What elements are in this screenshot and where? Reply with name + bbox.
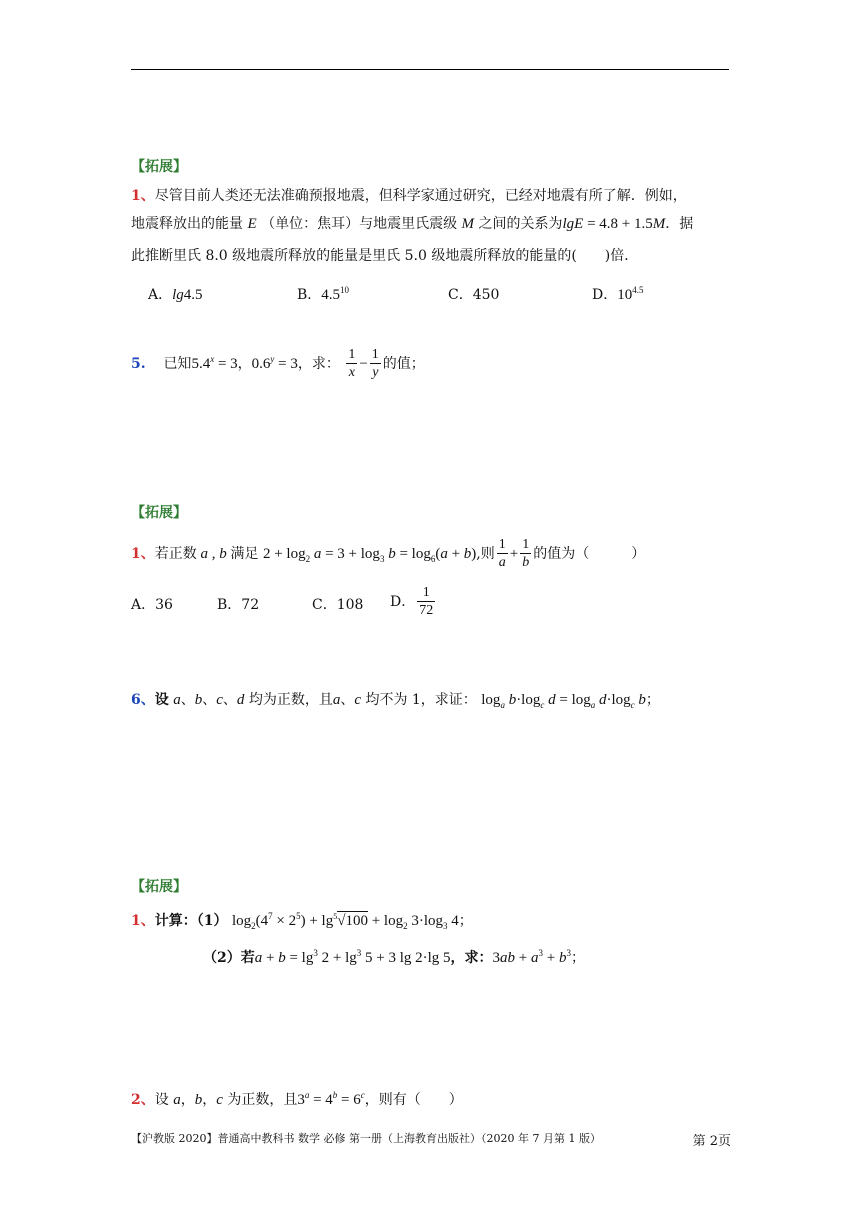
math-frac-1-over-y: $\frac{1}{y}$ xyxy=(371,347,379,380)
ext3-q2-text-b: 为正数，且 xyxy=(227,1092,298,1108)
ext2-number: 1、 xyxy=(131,546,155,562)
math-frac-1-over-72: $\frac{1}{72}$ xyxy=(419,585,434,618)
footer-text: 【沪教版 2020】普通高中教科书 数学 必修 第一册（上海教育出版社）（2020 年 7 月第 1 版） xyxy=(131,1132,601,1145)
math-frac-1-over-b: $\frac{1}{b}$ xyxy=(522,537,530,570)
ext3-q2-number: 2、 xyxy=(131,1092,155,1108)
math-energy-formula: lgE = 4.8 + 1.5M xyxy=(562,216,666,232)
ext1-text-2a: 地震释放出的能量 xyxy=(131,216,243,232)
ext2-option-d xyxy=(390,582,437,622)
q6-text-a: 均为正数，且 xyxy=(248,692,333,708)
math-a-b: a , b xyxy=(196,546,231,562)
ext1-text-line1: 尽管目前人类还无法准确预报地震，但科学家通过研究，已经对地震有所了解．例如， xyxy=(154,188,687,204)
q6-text-she: 设 xyxy=(154,692,169,708)
question-6: 6、设 a、b、c、d 均为正数，且a、c 均不为 1，求证： $\log_a b\cdot\log_c$ $d = \log_a d\cdot\log_c$ b； xyxy=(131,692,660,710)
ext1-line3: 此推断里氏 8.0 级地震所释放的能量是里氏 5.0 级地震所释放的能量的( )倍． xyxy=(131,248,639,264)
ext2-text-b: 满足 xyxy=(230,546,259,562)
math-M: M xyxy=(461,216,475,232)
q6-number: 6、 xyxy=(131,692,155,708)
math-q5-eq1: $5.4^x = 3$ xyxy=(191,354,238,372)
q5-text-a: 已知 xyxy=(163,356,192,372)
q5-number: 5. xyxy=(131,356,146,372)
ext1-option-d: D．$10^{4.5}$ xyxy=(592,285,644,303)
ext2-text-d: 的值为（ ） xyxy=(533,546,646,562)
math-E: E xyxy=(247,216,257,232)
ext2-option-d-label: D． xyxy=(390,594,416,610)
section-label-1: 【拓展】 xyxy=(131,159,187,175)
ext2-option-a: A．36 xyxy=(131,597,173,613)
page-footer xyxy=(131,1130,731,1149)
math-abc: a xyxy=(173,1092,181,1108)
math-power-equation: $3^a = 4^b = 6^c$ xyxy=(297,1090,365,1108)
ext3-part2-end: ； xyxy=(570,950,585,966)
ext3-part1-label: （1） xyxy=(196,913,228,929)
math-frac-1-over-a: $\frac{1}{a}$ xyxy=(498,537,506,570)
ext3-part2-qiu: ，求： xyxy=(450,950,493,966)
section-label-2: 【拓展】 xyxy=(131,505,187,521)
math-sum-condition: $a + b = \lg^3 2 + \lg^3 5 + 3$ lg 2·lg 5 xyxy=(254,948,451,966)
ext2-text-a: 若正数 xyxy=(154,546,197,562)
ext2-option-b: B．72 xyxy=(217,597,260,613)
ext3-calc-label: 计算： xyxy=(154,913,197,929)
ext1-text-2d: ．据 xyxy=(665,216,694,232)
math-frac-1-over-x: $\frac{1}{x}$ xyxy=(348,347,356,380)
q5-text-c: ，求： xyxy=(297,356,340,372)
ext3-number: 1、 xyxy=(131,913,155,929)
ext1-option-a-label: A． xyxy=(148,287,173,303)
math-calc-expression: $\log_2(4^7 \times 2^5) + \lg^5√100 + \log_2 3\cdot\log_3$ 4 xyxy=(231,911,459,931)
ext1-option-b: B．$4.5^{10}$ xyxy=(297,285,350,303)
ext1-line2 xyxy=(131,214,731,234)
ext1-option-d-label: D． xyxy=(592,287,618,303)
math-q5-eq2: $0.6^y = 3$ xyxy=(251,354,298,372)
math-log-identity: $\log_a b\cdot\log_c$ $d = \log_a d\cdot\log_c$ b xyxy=(481,692,646,710)
ext1-text-2b: （单位：焦耳）与地震里氏震级 xyxy=(261,216,458,232)
ext1-line1 xyxy=(131,186,731,206)
ext3-part1-end: ； xyxy=(458,913,473,929)
section-label-3: 【拓展】 xyxy=(131,879,187,895)
ext2-option-c: C．108 xyxy=(312,597,364,613)
math-abcd: a xyxy=(173,692,181,708)
q5-text-d: 的值； xyxy=(382,356,425,372)
ext1-option-b-label: B． xyxy=(297,287,322,303)
page-number: 第 2页 xyxy=(692,1134,731,1149)
ext2-question: 1、若正数 a , b 满足 $2 + \log_2 a = 3 + \log_3 b = \log_6(a + b)$,则 $\frac{1}{a}$ + $\frac{1}{b}$ 的值为（ ） xyxy=(131,537,646,570)
math-target-expression: $3ab + a^3 + b^3$ xyxy=(492,948,571,966)
ext1-number: 1、 xyxy=(131,188,155,204)
ext1-text-2c: 之间的关系为 xyxy=(478,216,563,232)
header-rule xyxy=(131,69,729,70)
q5-text-b: ， xyxy=(237,356,252,372)
ext3-q2-text-a: 设 xyxy=(154,1092,169,1108)
ext3-part2-label: （2）若 xyxy=(203,950,255,966)
ext1-option-a: A．lg4.5 xyxy=(148,287,203,303)
q6-text-b: 均不为 1，求证： xyxy=(365,692,477,708)
ext3-part2 xyxy=(203,948,723,968)
math-a-c: a xyxy=(332,692,341,708)
ext3-q2-text-c: ，则有（ ） xyxy=(364,1092,463,1108)
ext3-question-2: 2、设 a，b，c 为正数，且$3^a = 4^b = 6^c$，则有（ ） xyxy=(131,1090,463,1108)
ext1-option-c: C．450 xyxy=(448,287,500,303)
ext2-text-c: ,则 xyxy=(476,546,495,562)
question-5: 5. 已知$5.4^x = 3$，$0.6^y = 3$，求： $\frac{1}{x}$ − $\frac{1}{y}$ 的值； xyxy=(131,347,425,380)
math-log-equation: $2 + \log_2 a = 3 + \log_3 b = \log_6(a + b)$ xyxy=(262,546,477,564)
ext3-part1 xyxy=(131,911,731,931)
q6-text-end: ； xyxy=(645,692,660,708)
